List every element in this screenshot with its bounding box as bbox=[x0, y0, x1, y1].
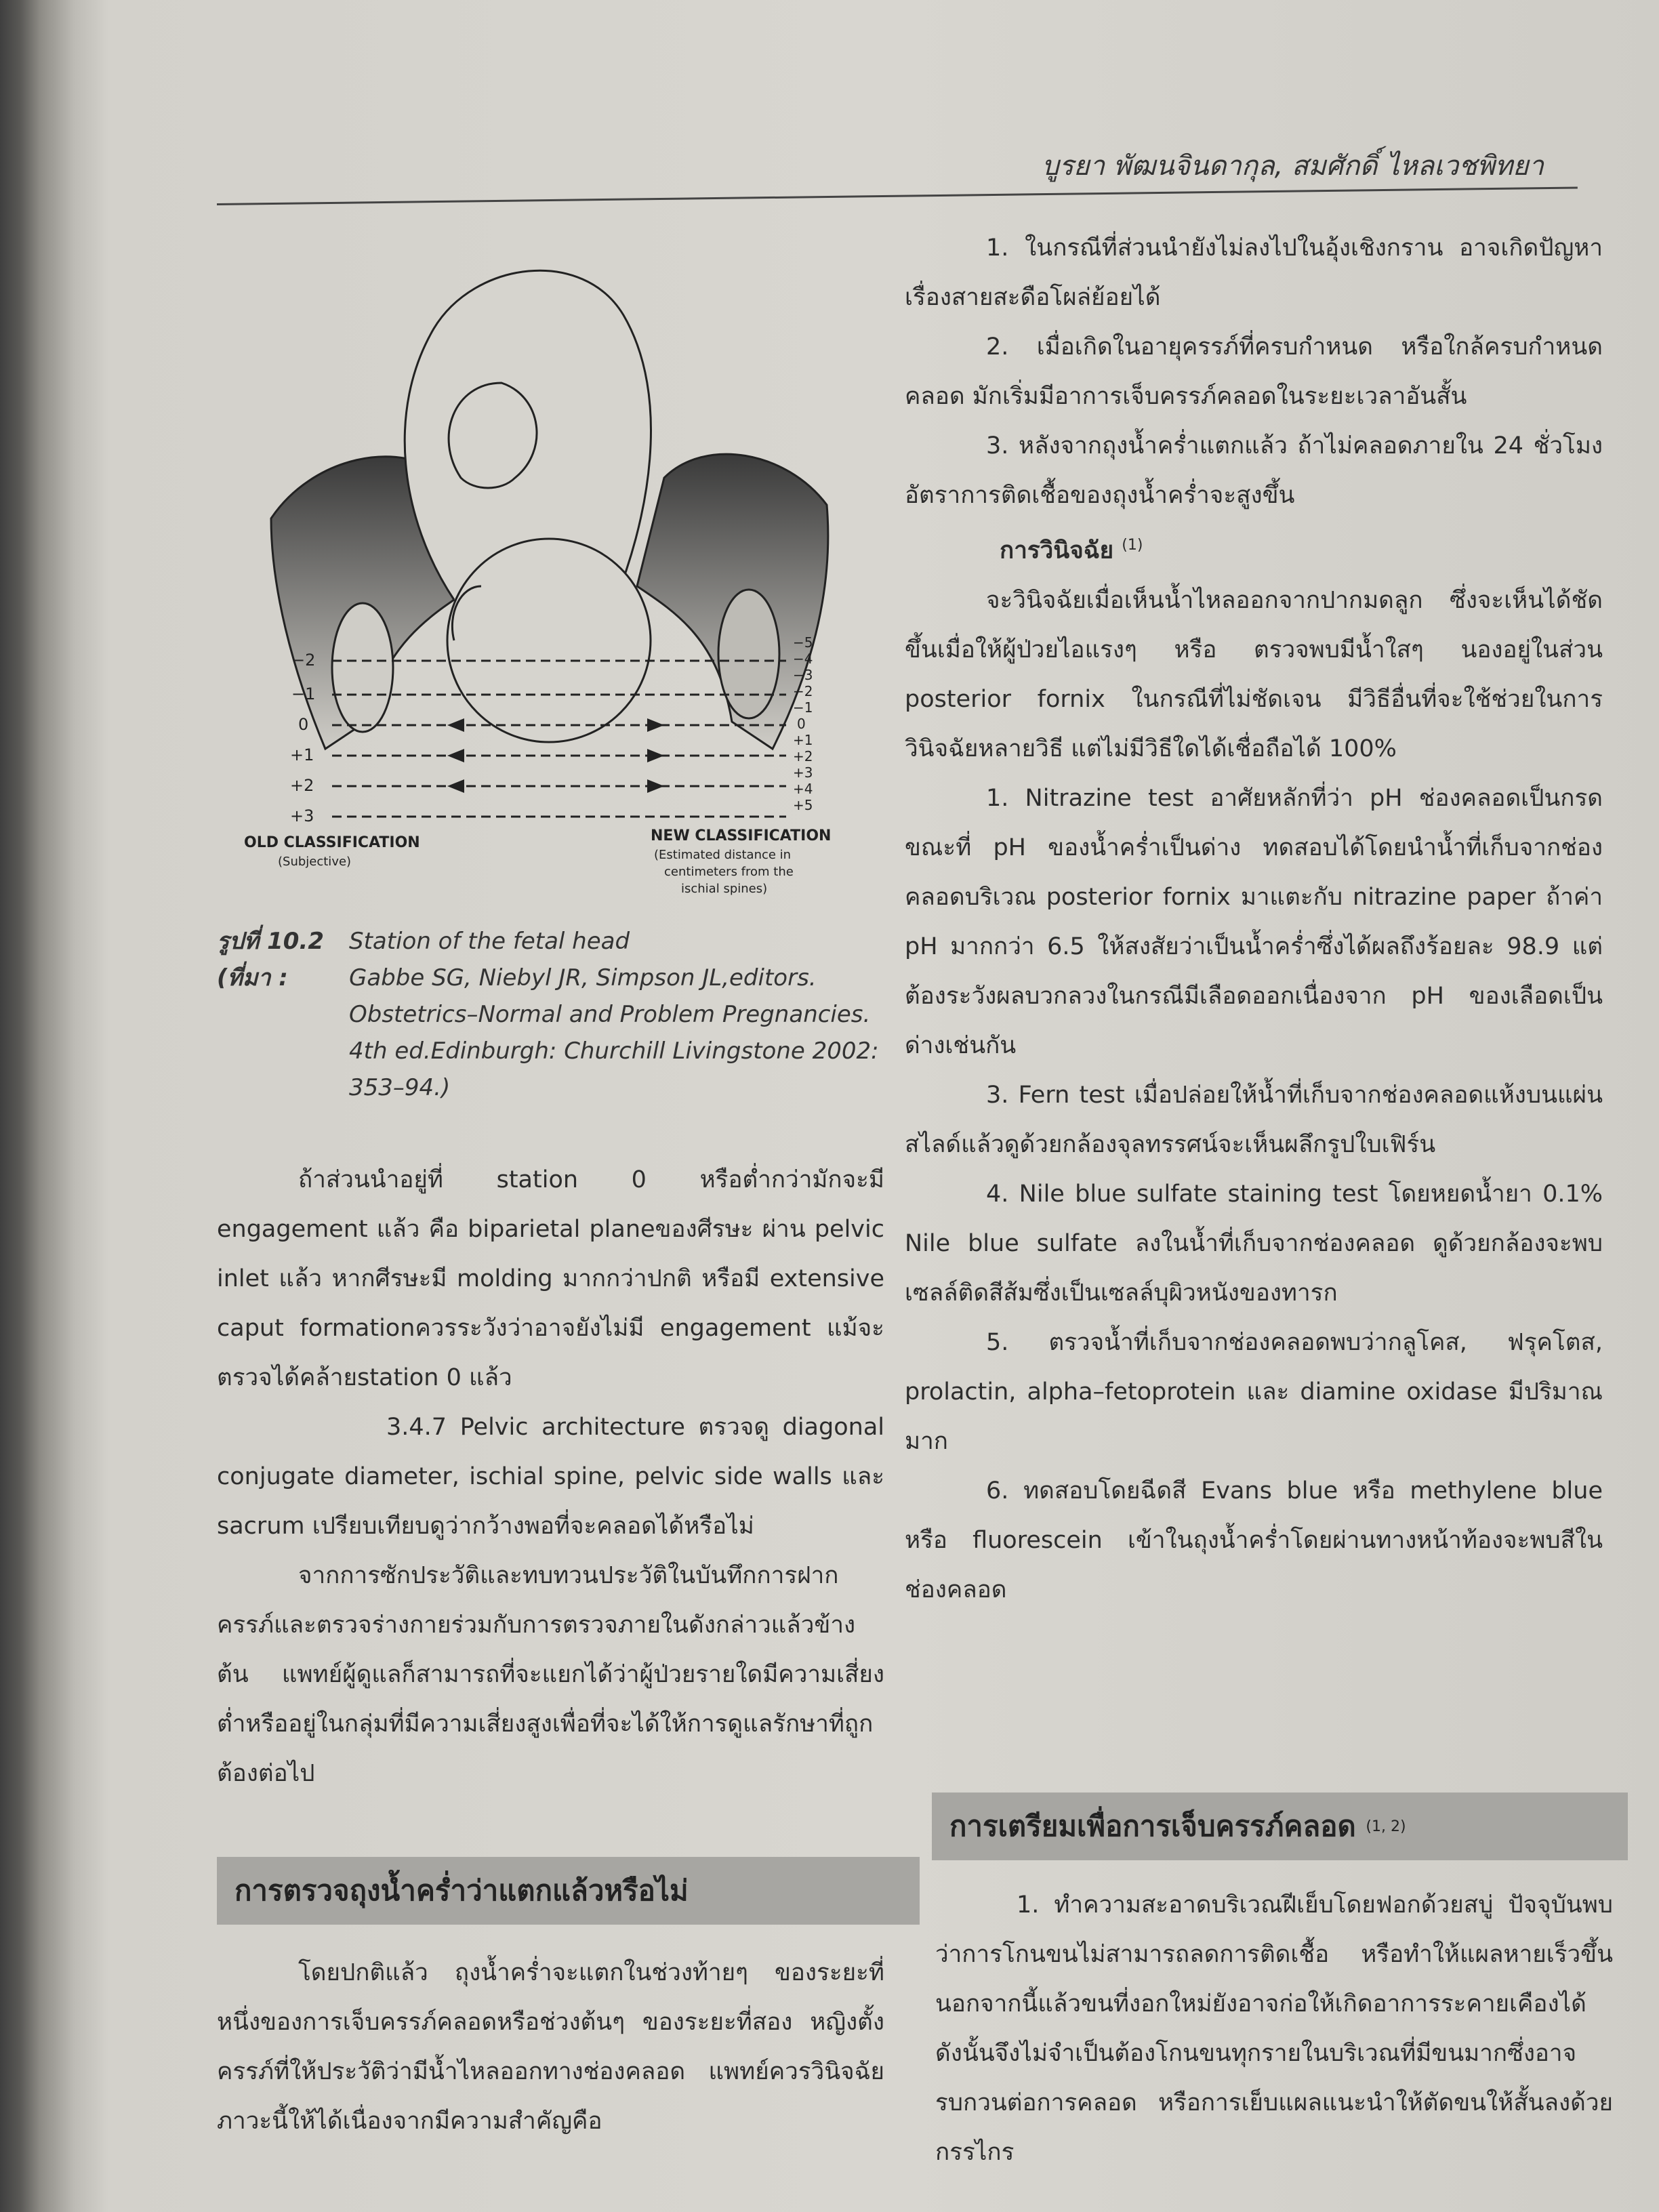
right-scale-label: −4 bbox=[793, 651, 813, 667]
paragraph: 1. ทำความสะอาดบริเวณฝีเย็บโดยฟอกด้วยสบู่ ปัจจุบันพบว่าการโกนขนไม่สามารถลดการติดเชื้อ หรือทำให้แผลหายเร็วขึ้น นอกจากนี้แล้วขนที่งอกใหม่ยังอาจก่อให้เกิดอาการระคายเคืองได้ ดังนั้นจึงไม่จำเป็นต้องโกนขนทุกรายในบริเวณที่มีขนมากซึ่งอาจรบกวนต่อการคลอด หรือการเย็บแผลแนะนำให้ตัดขนให้สั้นลงด้วยกรรไกร bbox=[935, 1891, 1613, 2166]
reference-mark: (1) bbox=[1122, 537, 1143, 554]
left-scale-label: +2 bbox=[290, 776, 314, 795]
paragraph: 2. เมื่อเกิดในอายุครรภ์ที่ครบกำหนด หรือใกล้ครบกำหนดคลอด มักเริ่มมีอาการเจ็บครรภ์คลอดในระยะเวลาอันสั้น bbox=[905, 333, 1603, 410]
paragraph: โดยปกติแล้ว ถุงน้ำคร่ำจะแตกในช่วงท้ายๆ ของระยะที่หนึ่งของการเจ็บครรภ์คลอดหรือช่วงต้นๆ ของระยะที่สอง หญิงตั้งครรภ์ที่ให้ประวัติว่ามีน้ำไหลออกทางช่องคลอด แพทย์ควรวินิจฉัยภาวะนี้ให้ได้เนื่องจากมีความสำคัญคือ bbox=[217, 1959, 884, 2135]
left-scale-label: −1 bbox=[291, 684, 316, 703]
left-scale-label: −2 bbox=[291, 651, 316, 670]
right-scale-label: +1 bbox=[793, 732, 813, 748]
paragraph: 4. Nile blue sulfate staining test โดยหยดน้ำยา 0.1% Nile blue sulfate ลงในน้ำที่เก็บจากช่องคลอด ดูด้วยกล้องจะพบเซลล์ติดสีส้มซึ่งเป็นเซลล์บุผิวหนังของทารก bbox=[905, 1180, 1603, 1307]
right-scale-label: −1 bbox=[793, 699, 813, 716]
paragraph: 3.4.7 Pelvic architecture ตรวจดู diagonal conjugate diameter, ischial spine, pelvic side walls และ sacrum เปรียบเทียบดูว่ากว้างพอที่จะคลอดได้หรือไม่ bbox=[217, 1414, 884, 1540]
left-column-bottom bbox=[217, 1948, 884, 2146]
paragraph: 1. ในกรณีที่ส่วนนำยังไม่ลงไปในอุ้งเชิงกราน อาจเกิดปัญหาเรื่องสายสะดือโผล่ย้อยได้ bbox=[905, 234, 1603, 311]
left-scale-label: +3 bbox=[290, 806, 314, 825]
right-scale-label: +3 bbox=[793, 764, 813, 781]
running-header: บูรยา พัฒนจินดากุล, สมศักดิ์ ไหลเวชพิทยา bbox=[1042, 150, 1544, 182]
paragraph: ถ้าส่วนนำอยู่ที่ station 0 หรือต่ำกว่ามักจะมี engagement แล้ว คือ biparietal planeของศีรษะ ผ่าน pelvic inlet แล้ว หากศีรษะมี molding มากกว่าปกติ หรือมี extensive caput formationควรระวังว่าอาจยังไม่มี engagement แม้จะตรวจได้คล้ายstation 0 แล้ว bbox=[217, 1166, 884, 1391]
paragraph: 3. Fern test เมื่อปล่อยให้น้ำที่เก็บจากช่องคลอดแห้งบนแผ่นสไลด์แล้วดูด้วยกล้องจุลทรรศน์จะเห็นผลึกรูปใบเฟิร์น bbox=[905, 1081, 1603, 1158]
section-heading bbox=[217, 1857, 920, 1925]
right-scale-label: −3 bbox=[793, 667, 813, 683]
source-label: (ที่มา : bbox=[217, 964, 288, 991]
section-heading bbox=[932, 1793, 1628, 1860]
right-scale-label: +4 bbox=[793, 781, 813, 797]
right-column-bottom bbox=[935, 1881, 1613, 2177]
new-classification-sub: ischial spines) bbox=[681, 882, 768, 896]
section-heading-text: การเตรียมเพื่อการเจ็บครรภ์คลอด bbox=[949, 1809, 1356, 1843]
old-classification-sub: (Subjective) bbox=[278, 855, 352, 869]
paragraph: 3. หลังจากถุงน้ำคร่ำแตกแล้ว ถ้าไม่คลอดภายใน 24 ชั่วโมง อัตราการติดเชื้อของถุงน้ำคร่ำจะสูงขึ้น bbox=[905, 432, 1603, 509]
new-classification-label: NEW CLASSIFICATION bbox=[651, 827, 832, 844]
left-scale-label: +1 bbox=[290, 745, 314, 764]
source-line: Obstetrics–Normal and Problem Pregnancies. bbox=[349, 1001, 871, 1028]
left-scale-label: 0 bbox=[298, 715, 309, 734]
right-scale-label: −5 bbox=[793, 634, 813, 651]
section-heading-text: การตรวจถุงน้ำคร่ำว่าแตกแล้วหรือไม่ bbox=[234, 1874, 689, 1907]
paragraph: 5. ตรวจน้ำที่เก็บจากช่องคลอดพบว่ากลูโคส, ฟรุคโตส, prolactin, alpha–fetoprotein และ diamine oxidase มีปริมาณมาก bbox=[905, 1328, 1603, 1455]
right-scale-label: 0 bbox=[797, 716, 806, 732]
right-column-top bbox=[905, 224, 1603, 1615]
diagnosis-heading-text: การวินิจฉัย bbox=[1000, 537, 1114, 565]
right-scale-label: +5 bbox=[793, 797, 813, 813]
fetal-station-figure bbox=[230, 234, 881, 912]
new-classification-sub: (Estimated distance in bbox=[654, 848, 792, 862]
fetal-head-station-diagram bbox=[230, 234, 881, 912]
old-classification-label: OLD CLASSIFICATION bbox=[244, 834, 420, 851]
source-line: Gabbe SG, Niebyl JR, Simpson JL,editors. bbox=[349, 964, 817, 991]
figure-number: รูปที่ 10.2 bbox=[217, 928, 324, 955]
diagnosis-heading bbox=[905, 520, 1603, 576]
left-column-top bbox=[217, 1155, 884, 1799]
header-rule bbox=[217, 186, 1578, 205]
source-line: 4th ed.Edinburgh: Churchill Livingstone 2002: bbox=[349, 1038, 879, 1065]
paragraph: จะวินิจฉัยเมื่อเห็นน้ำไหลออกจากปากมดลูก ซึ่งจะเห็นได้ชัดขึ้นเมื่อให้ผู้ป่วยไอแรงๆ หรือ ตรวจพบมีน้ำใสๆ นองอยู่ในส่วน posterior fornix ในกรณีที่ไม่ชัดเจน มีวิธีอื่นที่จะใช้ช่วยในการวินิจฉัยหลายวิธี แต่ไม่มีวิธีใดได้เชื่อถือได้ 100% bbox=[905, 586, 1603, 762]
right-scale-label: +2 bbox=[793, 748, 813, 764]
new-classification-sub: centimeters from the bbox=[664, 865, 794, 879]
paragraph: จากการซักประวัติและทบทวนประวัติในบันทึกการฝากครรภ์และตรวจร่างกายร่วมกับการตรวจภายในดังกล่าวแล้วข้างต้น แพทย์ผู้ดูแลก็สามารถที่จะแยกได้ว่าผู้ป่วยรายใดมีความเสี่ยงต่ำหรืออยู่ในกลุ่มที่มีความเสี่ยงสูงเพื่อที่จะได้ให้การดูแลรักษาที่ถูกต้องต่อไป bbox=[217, 1562, 884, 1787]
paragraph: 6. ทดสอบโดยฉีดสี Evans blue หรือ methylene blue หรือ fluorescein เข้าในถุงน้ำคร่ำโดยผ่านทางหน้าท้องจะพบสีในช่องคลอด bbox=[905, 1477, 1603, 1603]
reference-mark: (1, 2) bbox=[1366, 1818, 1406, 1835]
source-line: 353–94.) bbox=[349, 1074, 451, 1101]
figure-title: Station of the fetal head bbox=[349, 928, 630, 955]
right-scale-label: −2 bbox=[793, 683, 813, 699]
figure-caption bbox=[217, 923, 895, 1106]
paragraph: 1. Nitrazine test อาศัยหลักที่ว่า pH ช่องคลอดเป็นกรด ขณะที่ pH ของน้ำคร่ำเป็นด่าง ทดสอบได้โดยนำน้ำที่เก็บจากช่องคลอดบริเวณ posterior fornix มาแตะกับ nitrazine paper ถ้าค่า pH มากกว่า 6.5 ให้สงสัยว่าเป็นน้ำคร่ำซึ่งได้ผลถึงร้อยละ 98.9 แต่ต้องระวังผลบวกลวงในกรณีมีเลือดออกเนื่องจาก pH ของเลือดเป็นด่างเช่นกัน bbox=[905, 784, 1603, 1059]
